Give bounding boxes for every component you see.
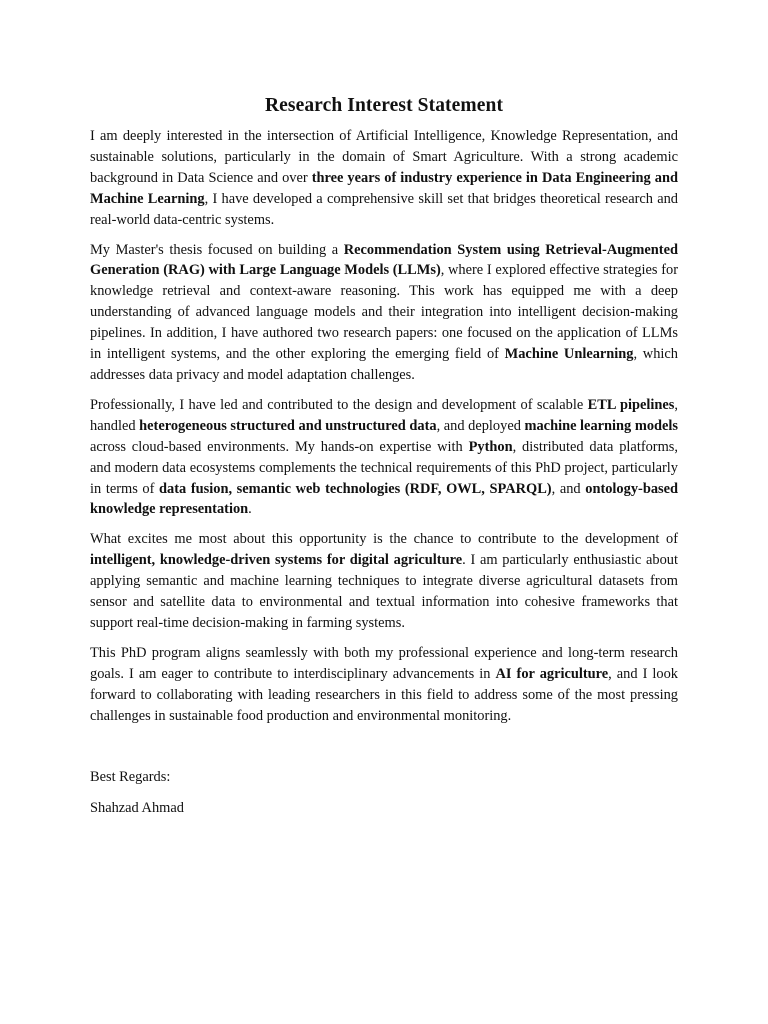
bold-phrase: Recommendation System using Retrieval-Augmented Generation (RAG) with Large Language Models (LLMs) [90, 241, 678, 279]
paragraph-text: . I am particularly enthusiastic about applying semantic and machine learning techniques to integrate diverse agricultural datasets from sensor and satellite data to environmental and textual information into cohesive frameworks that support real-time decision-making in farming systems. [90, 552, 679, 631]
paragraph-1 [90, 126, 678, 231]
paragraph-text: across cloud-based environments. My hands-on expertise with [90, 438, 469, 455]
bold-phrase: Python [468, 438, 513, 455]
paragraph-text: , which addresses data privacy and model adaptation challenges. [90, 346, 678, 383]
paragraph-text: What excites me most about this opportunity is the chance to contribute to the development of [90, 531, 678, 548]
document-title: Research Interest Statement [264, 95, 504, 116]
paragraph-text: My Master's thesis focused on building a [90, 241, 344, 258]
paragraph-text: . [248, 501, 252, 518]
paragraph-text: , distributed data platforms, and modern data ecosystems complements the technical requirements of this PhD project, particularly in terms of [90, 438, 678, 497]
paragraph-text: , where I explored effective strategies for knowledge retrieval and context-aware reasoning. This work has equipped me with a deep understanding of advanced language models and their integration into intelligent decision-making pipelines. In addition, I have authored two research papers: one focused on the application of LLMs in intelligent systems, and the other exploring the emerging field of [90, 262, 678, 363]
paragraph-4 [90, 529, 678, 634]
bold-phrase: intelligent, knowledge-driven systems for digital agriculture [90, 552, 463, 569]
paragraph-text: , and [551, 480, 586, 497]
bold-phrase: three years of industry experience in Data Engineering and Machine Learning [90, 169, 678, 207]
paragraph-text: , and deployed [436, 417, 525, 434]
paragraph-text: Professionally, I have led and contributed to the design and development of scalable [90, 396, 588, 413]
document-page [90, 94, 678, 818]
paragraph-text: I am deeply interested in the intersection of Artificial Intelligence, Knowledge Representation, and sustainable solutions, particularly in the domain of Smart Agriculture. With a strong academic background in Data Science and over [90, 128, 678, 186]
bold-phrase: ontology-based knowledge representation [90, 480, 679, 518]
paragraph-2 [90, 240, 678, 386]
bold-phrase: AI for agriculture [495, 665, 609, 682]
bold-phrase: machine learning models [524, 417, 678, 434]
paragraph-text: , I have developed a comprehensive skill set that bridges theoretical research and real-world data-centric systems. [90, 190, 678, 228]
bold-phrase: ETL pipelines [587, 396, 675, 413]
bold-phrase: Machine Unlearning [504, 346, 634, 363]
bold-phrase: data fusion, semantic web technologies (RDF, OWL, SPARQL) [159, 480, 552, 497]
document-body [90, 126, 678, 726]
paragraph-text: , handled [90, 396, 678, 434]
paragraph-5 [90, 643, 678, 727]
bold-phrase: heterogeneous structured and unstructured data [139, 417, 437, 434]
signature-name: Shahzad Ahmad [90, 800, 184, 817]
paragraph-text: This PhD program aligns seamlessly with both my professional experience and long-term research goals. I am eager to contribute to interdisciplinary advancements in [90, 644, 678, 682]
paragraph-3 [90, 395, 678, 520]
closing-salutation: Best Regards: [90, 769, 171, 786]
paragraph-text: , and I look forward to collaborating with leading researchers in this field to address some of the most pressing challenges in sustainable food production and environmental monitoring. [90, 665, 679, 724]
